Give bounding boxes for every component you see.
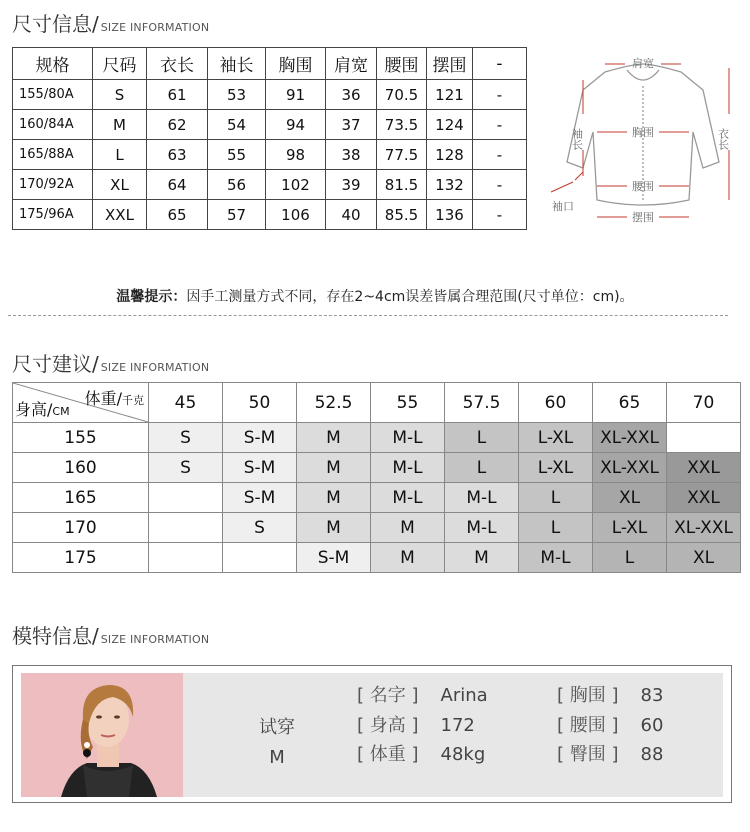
size-table-cell: XXL [93, 200, 147, 230]
size-suggest-cell: S-M [223, 453, 297, 483]
garment-diagram [543, 50, 743, 230]
size-table-cell: 132 [427, 170, 473, 200]
model-photo [21, 673, 183, 797]
size-suggest-cell: M [371, 513, 445, 543]
size-suggest-cell: M [371, 543, 445, 573]
weight-header: 65 [593, 383, 667, 423]
label-shoulder: 肩宽 [632, 57, 654, 70]
size-table-cell: 63 [147, 140, 208, 170]
table-row [13, 453, 741, 483]
size-suggest-cell: S-M [223, 423, 297, 453]
size-suggest-cell: L [519, 483, 593, 513]
model-field [357, 711, 475, 737]
model-info-box [12, 665, 732, 803]
table-row [13, 200, 527, 230]
size-table-cell: 57 [208, 200, 266, 230]
size-table-header: 衣长 [147, 48, 208, 80]
size-suggest-cell: L-XL [519, 453, 593, 483]
size-suggest-cell: XXL [667, 453, 741, 483]
size-suggest-cell: S-M [223, 483, 297, 513]
size-suggest-cell: M-L [445, 513, 519, 543]
size-table-cell: 65 [147, 200, 208, 230]
label-sleeve-length: 袖长 [570, 128, 584, 150]
model-field-key: [ 名字 ] [357, 685, 419, 706]
model-field [557, 681, 663, 707]
size-table-cell: M [93, 110, 147, 140]
model-field [557, 740, 663, 766]
weight-header: 60 [519, 383, 593, 423]
model-field-value: Arina [440, 685, 488, 706]
warm-tip [0, 286, 750, 306]
model-field-value: 172 [440, 715, 475, 736]
size-table-header: 尺码 [93, 48, 147, 80]
model-field-value: 88 [640, 744, 664, 765]
size-table [12, 47, 527, 230]
size-suggest-cell: L-XL [593, 513, 667, 543]
size-suggest-cell [149, 543, 223, 573]
model-info-title-zh: 模特信息/ [12, 624, 99, 648]
model-field-value: 83 [640, 685, 664, 706]
size-suggest-cell: M [297, 423, 371, 453]
table-row [13, 80, 527, 110]
size-suggest-cell: M [297, 513, 371, 543]
model-info-title-en: SIZE INFORMATION [100, 633, 210, 646]
size-info-title [12, 8, 209, 37]
model-field-value: 60 [640, 715, 664, 736]
size-table-cell: 55 [208, 140, 266, 170]
model-info-title [12, 620, 209, 649]
try-on [259, 713, 295, 773]
size-table-cell: 155/80A [13, 80, 93, 110]
table-row [13, 543, 741, 573]
warm-tip-label: 温馨提示： [116, 289, 187, 305]
label-cuff: 袖口 [552, 200, 574, 213]
size-suggest-cell: L [519, 513, 593, 543]
model-field [357, 681, 488, 707]
size-table-cell: 124 [427, 110, 473, 140]
size-suggest-cell: M [297, 453, 371, 483]
size-suggest-title [12, 348, 209, 377]
size-info-title-zh: 尺寸信息/ [12, 12, 99, 36]
size-suggest-cell: XXL [667, 483, 741, 513]
size-suggest-cell: XL-XXL [667, 513, 741, 543]
table-row [13, 483, 741, 513]
size-table-cell: 73.5 [377, 110, 427, 140]
size-table-cell: 91 [266, 80, 326, 110]
table-row [13, 170, 527, 200]
size-table-header: 肩宽 [326, 48, 377, 80]
size-table-header: 摆围 [427, 48, 473, 80]
height-header: 155 [13, 423, 149, 453]
size-table-header: 规格 [13, 48, 93, 80]
size-table-cell: 37 [326, 110, 377, 140]
warm-tip-text: 因手工测量方式不同，存在2~4cm误差皆属合理范围(尺寸单位：cm)。 [186, 289, 634, 305]
table-row [13, 423, 741, 453]
size-table-cell: 70.5 [377, 80, 427, 110]
size-table-cell: 64 [147, 170, 208, 200]
label-chest: 胸围 [632, 126, 654, 139]
size-table-header: 袖长 [208, 48, 266, 80]
size-table-cell: 175/96A [13, 200, 93, 230]
size-table-cell: - [473, 80, 527, 110]
size-table-cell: 128 [427, 140, 473, 170]
label-body-length: 衣长 [716, 128, 730, 150]
model-info-panel [21, 673, 723, 797]
table-row [13, 513, 741, 543]
try-on-label: 试穿 [259, 717, 295, 738]
model-field-key: [ 腰围 ] [557, 715, 619, 736]
size-suggest-cell: L [445, 423, 519, 453]
size-table-cell: 81.5 [377, 170, 427, 200]
size-suggest-cell [149, 513, 223, 543]
size-table-cell: 94 [266, 110, 326, 140]
size-table-cell: 98 [266, 140, 326, 170]
label-waist: 腰围 [632, 180, 654, 193]
weight-header: 52.5 [297, 383, 371, 423]
size-suggest-title-zh: 尺寸建议/ [12, 352, 99, 376]
size-table-cell: 85.5 [377, 200, 427, 230]
size-suggest-table [12, 382, 741, 573]
size-suggest-cell: S [149, 423, 223, 453]
size-table-cell: L [93, 140, 147, 170]
size-table-header: - [473, 48, 527, 80]
size-table-cell: - [473, 170, 527, 200]
size-suggest-cell: XL [593, 483, 667, 513]
weight-header: 57.5 [445, 383, 519, 423]
size-suggest-cell: XL [667, 543, 741, 573]
size-suggest-cell: L-XL [519, 423, 593, 453]
size-suggest-cell: M-L [519, 543, 593, 573]
size-table-cell: 36 [326, 80, 377, 110]
size-table-cell: 38 [326, 140, 377, 170]
size-suggest-title-en: SIZE INFORMATION [100, 361, 210, 374]
size-suggest-cell: S [223, 513, 297, 543]
weight-axis-label: 体重/千克 [84, 389, 144, 408]
size-suggest-cell: M [445, 543, 519, 573]
weight-header: 45 [149, 383, 223, 423]
size-suggest-cell [667, 423, 741, 453]
size-table-cell: - [473, 110, 527, 140]
size-suggest-cell: S-M [297, 543, 371, 573]
dotted-divider [8, 315, 728, 316]
size-table-cell: - [473, 200, 527, 230]
size-table-cell: XL [93, 170, 147, 200]
model-field [557, 711, 663, 737]
size-table-cell: 77.5 [377, 140, 427, 170]
size-table-cell: 53 [208, 80, 266, 110]
size-table-cell: 106 [266, 200, 326, 230]
size-table-cell: S [93, 80, 147, 110]
height-axis-label: 身高/CM [15, 400, 70, 419]
size-suggest-cell: XL-XXL [593, 453, 667, 483]
size-table-cell: 62 [147, 110, 208, 140]
weight-header: 70 [667, 383, 741, 423]
try-on-size: M [269, 747, 285, 768]
model-field [357, 740, 485, 766]
size-suggest-cell: M-L [371, 453, 445, 483]
model-field-key: [ 体重 ] [357, 744, 419, 765]
model-field-key: [ 臀围 ] [557, 744, 619, 765]
size-table-cell: 39 [326, 170, 377, 200]
size-table-cell: 170/92A [13, 170, 93, 200]
size-table-header: 胸围 [266, 48, 326, 80]
model-field-key: [ 身高 ] [357, 715, 419, 736]
height-header: 165 [13, 483, 149, 513]
table-row [13, 140, 527, 170]
height-header: 175 [13, 543, 149, 573]
size-table-cell: 121 [427, 80, 473, 110]
table-corner [13, 383, 149, 423]
size-table-cell: - [473, 140, 527, 170]
label-hem: 摆围 [632, 211, 654, 224]
size-info-title-en: SIZE INFORMATION [100, 21, 210, 34]
weight-header: 55 [371, 383, 445, 423]
model-field-value: 48kg [440, 744, 486, 765]
size-table-cell: 165/88A [13, 140, 93, 170]
size-suggest-cell: M-L [371, 423, 445, 453]
size-suggest-cell [223, 543, 297, 573]
table-row [13, 110, 527, 140]
size-table-cell: 56 [208, 170, 266, 200]
size-table-cell: 160/84A [13, 110, 93, 140]
size-suggest-cell: M-L [445, 483, 519, 513]
size-suggest-cell: S [149, 453, 223, 483]
size-table-cell: 136 [427, 200, 473, 230]
weight-header: 50 [223, 383, 297, 423]
size-suggest-cell [149, 483, 223, 513]
size-suggest-cell: XL-XXL [593, 423, 667, 453]
size-table-cell: 61 [147, 80, 208, 110]
height-header: 170 [13, 513, 149, 543]
size-suggest-cell: L [445, 453, 519, 483]
height-header: 160 [13, 453, 149, 483]
model-field-key: [ 胸围 ] [557, 685, 619, 706]
size-table-cell: 102 [266, 170, 326, 200]
size-suggest-cell: M [297, 483, 371, 513]
size-table-header: 腰围 [377, 48, 427, 80]
size-table-cell: 54 [208, 110, 266, 140]
size-suggest-cell: M-L [371, 483, 445, 513]
size-table-cell: 40 [326, 200, 377, 230]
size-suggest-cell: L [593, 543, 667, 573]
